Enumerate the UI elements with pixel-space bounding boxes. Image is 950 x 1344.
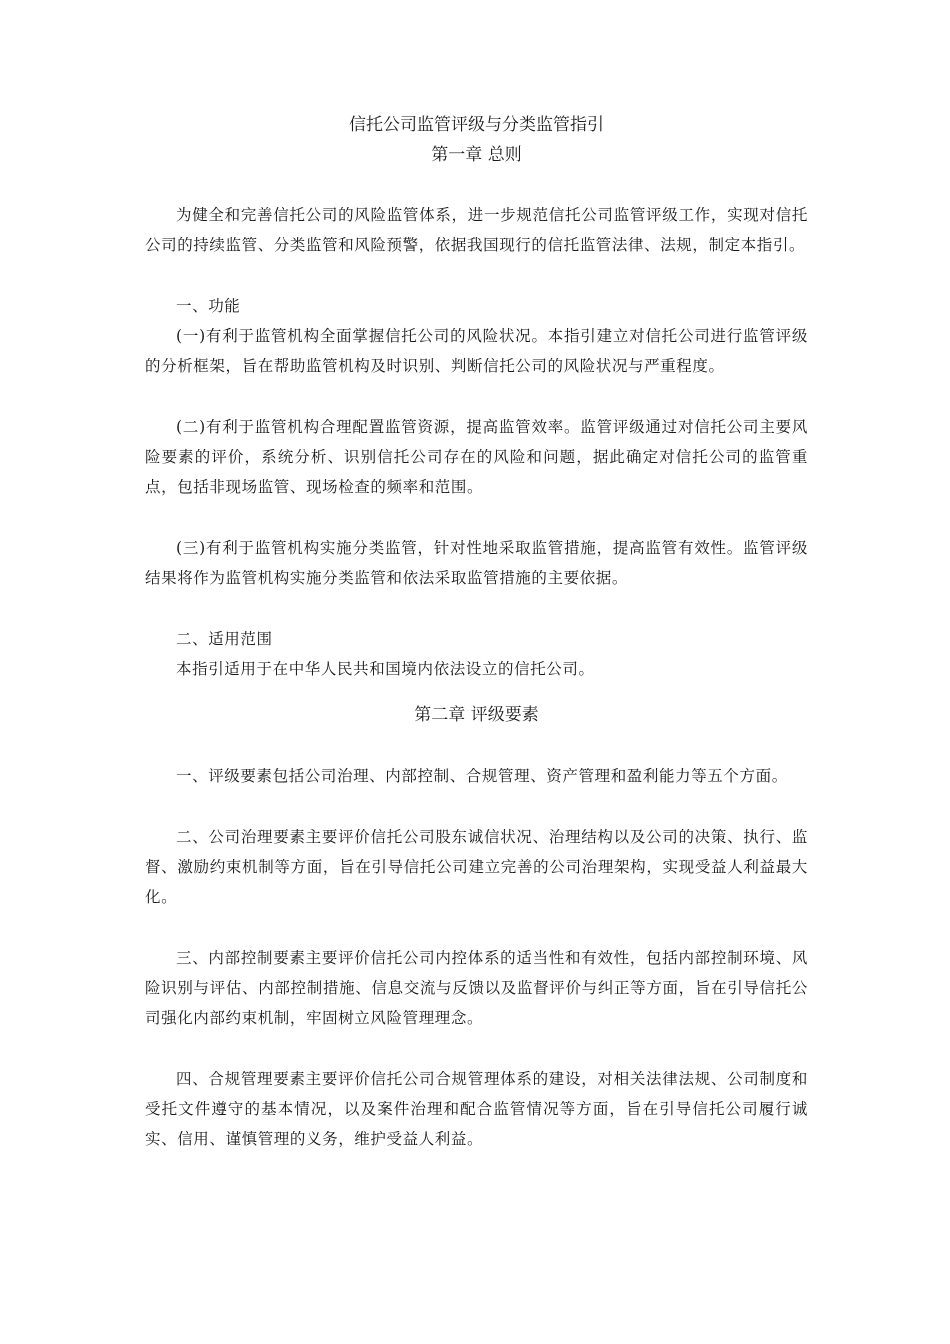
document-title: 信托公司监管评级与分类监管指引 bbox=[349, 115, 604, 135]
rating-element-item-3: 三、内部控制要素主要评价信托公司内控体系的适当性和有效性，包括内部控制环境、风险识别与评估、内部控制措施、信息交流与反馈以及监督评价与纠正等方面，旨在引导信托公司强化内部约束机制，牢固树立风险管理理念。 bbox=[145, 949, 808, 1027]
function-item-3: (三)有利于监管机构实施分类监管，针对性地采取监管措施，提高监管有效性。监管评级结果将作为监管机构实施分类监管和依法采取监管措施的主要依据。 bbox=[145, 539, 808, 587]
chapter-1-intro: 为健全和完善信托公司的风险监管体系，进一步规范信托公司监管评级工作，实现对信托公司的持续监管、分类监管和风险预警，依据我国现行的信托监管法律、法规，制定本指引。 bbox=[145, 206, 808, 254]
rating-element-item-1: 一、评级要素包括公司治理、内部控制、合规管理、资产管理和盈利能力等五个方面。 bbox=[176, 767, 788, 785]
section-scope-heading: 二、适用范围 bbox=[176, 630, 273, 648]
function-item-1: (一)有利于监管机构全面掌握信托公司的风险状况。本指引建立对信托公司进行监管评级的分析框架，旨在帮助监管机构及时识别、判断信托公司的风险状况与严重程度。 bbox=[145, 327, 808, 375]
section-function-heading: 一、功能 bbox=[176, 297, 241, 315]
function-item-2: (二)有利于监管机构合理配置监管资源，提高监管效率。监管评级通过对信托公司主要风险要素的评价，系统分析、识别信托公司存在的风险和问题，据此确定对信托公司的监管重点，包括非现场监管、现场检查的频率和范围。 bbox=[145, 418, 808, 496]
scope-text: 本指引适用于在中华人民共和国境内依法设立的信托公司。 bbox=[176, 660, 595, 678]
chapter-1-title: 第一章 总则 bbox=[431, 145, 522, 165]
document-page bbox=[145, 110, 808, 1154]
rating-element-item-2: 二、公司治理要素主要评价信托公司股东诚信状况、治理结构以及公司的决策、执行、监督、激励约束机制等方面，旨在引导信托公司建立完善的公司治理架构，实现受益人利益最大化。 bbox=[145, 828, 808, 906]
rating-element-item-4: 四、合规管理要素主要评价信托公司合规管理体系的建设，对相关法律法规、公司制度和受托文件遵守的基本情况，以及案件治理和配合监管情况等方面，旨在引导信托公司履行诚实、信用、谨慎管理的义务，维护受益人利益。 bbox=[145, 1070, 808, 1148]
chapter-2-title: 第二章 评级要素 bbox=[414, 705, 539, 725]
